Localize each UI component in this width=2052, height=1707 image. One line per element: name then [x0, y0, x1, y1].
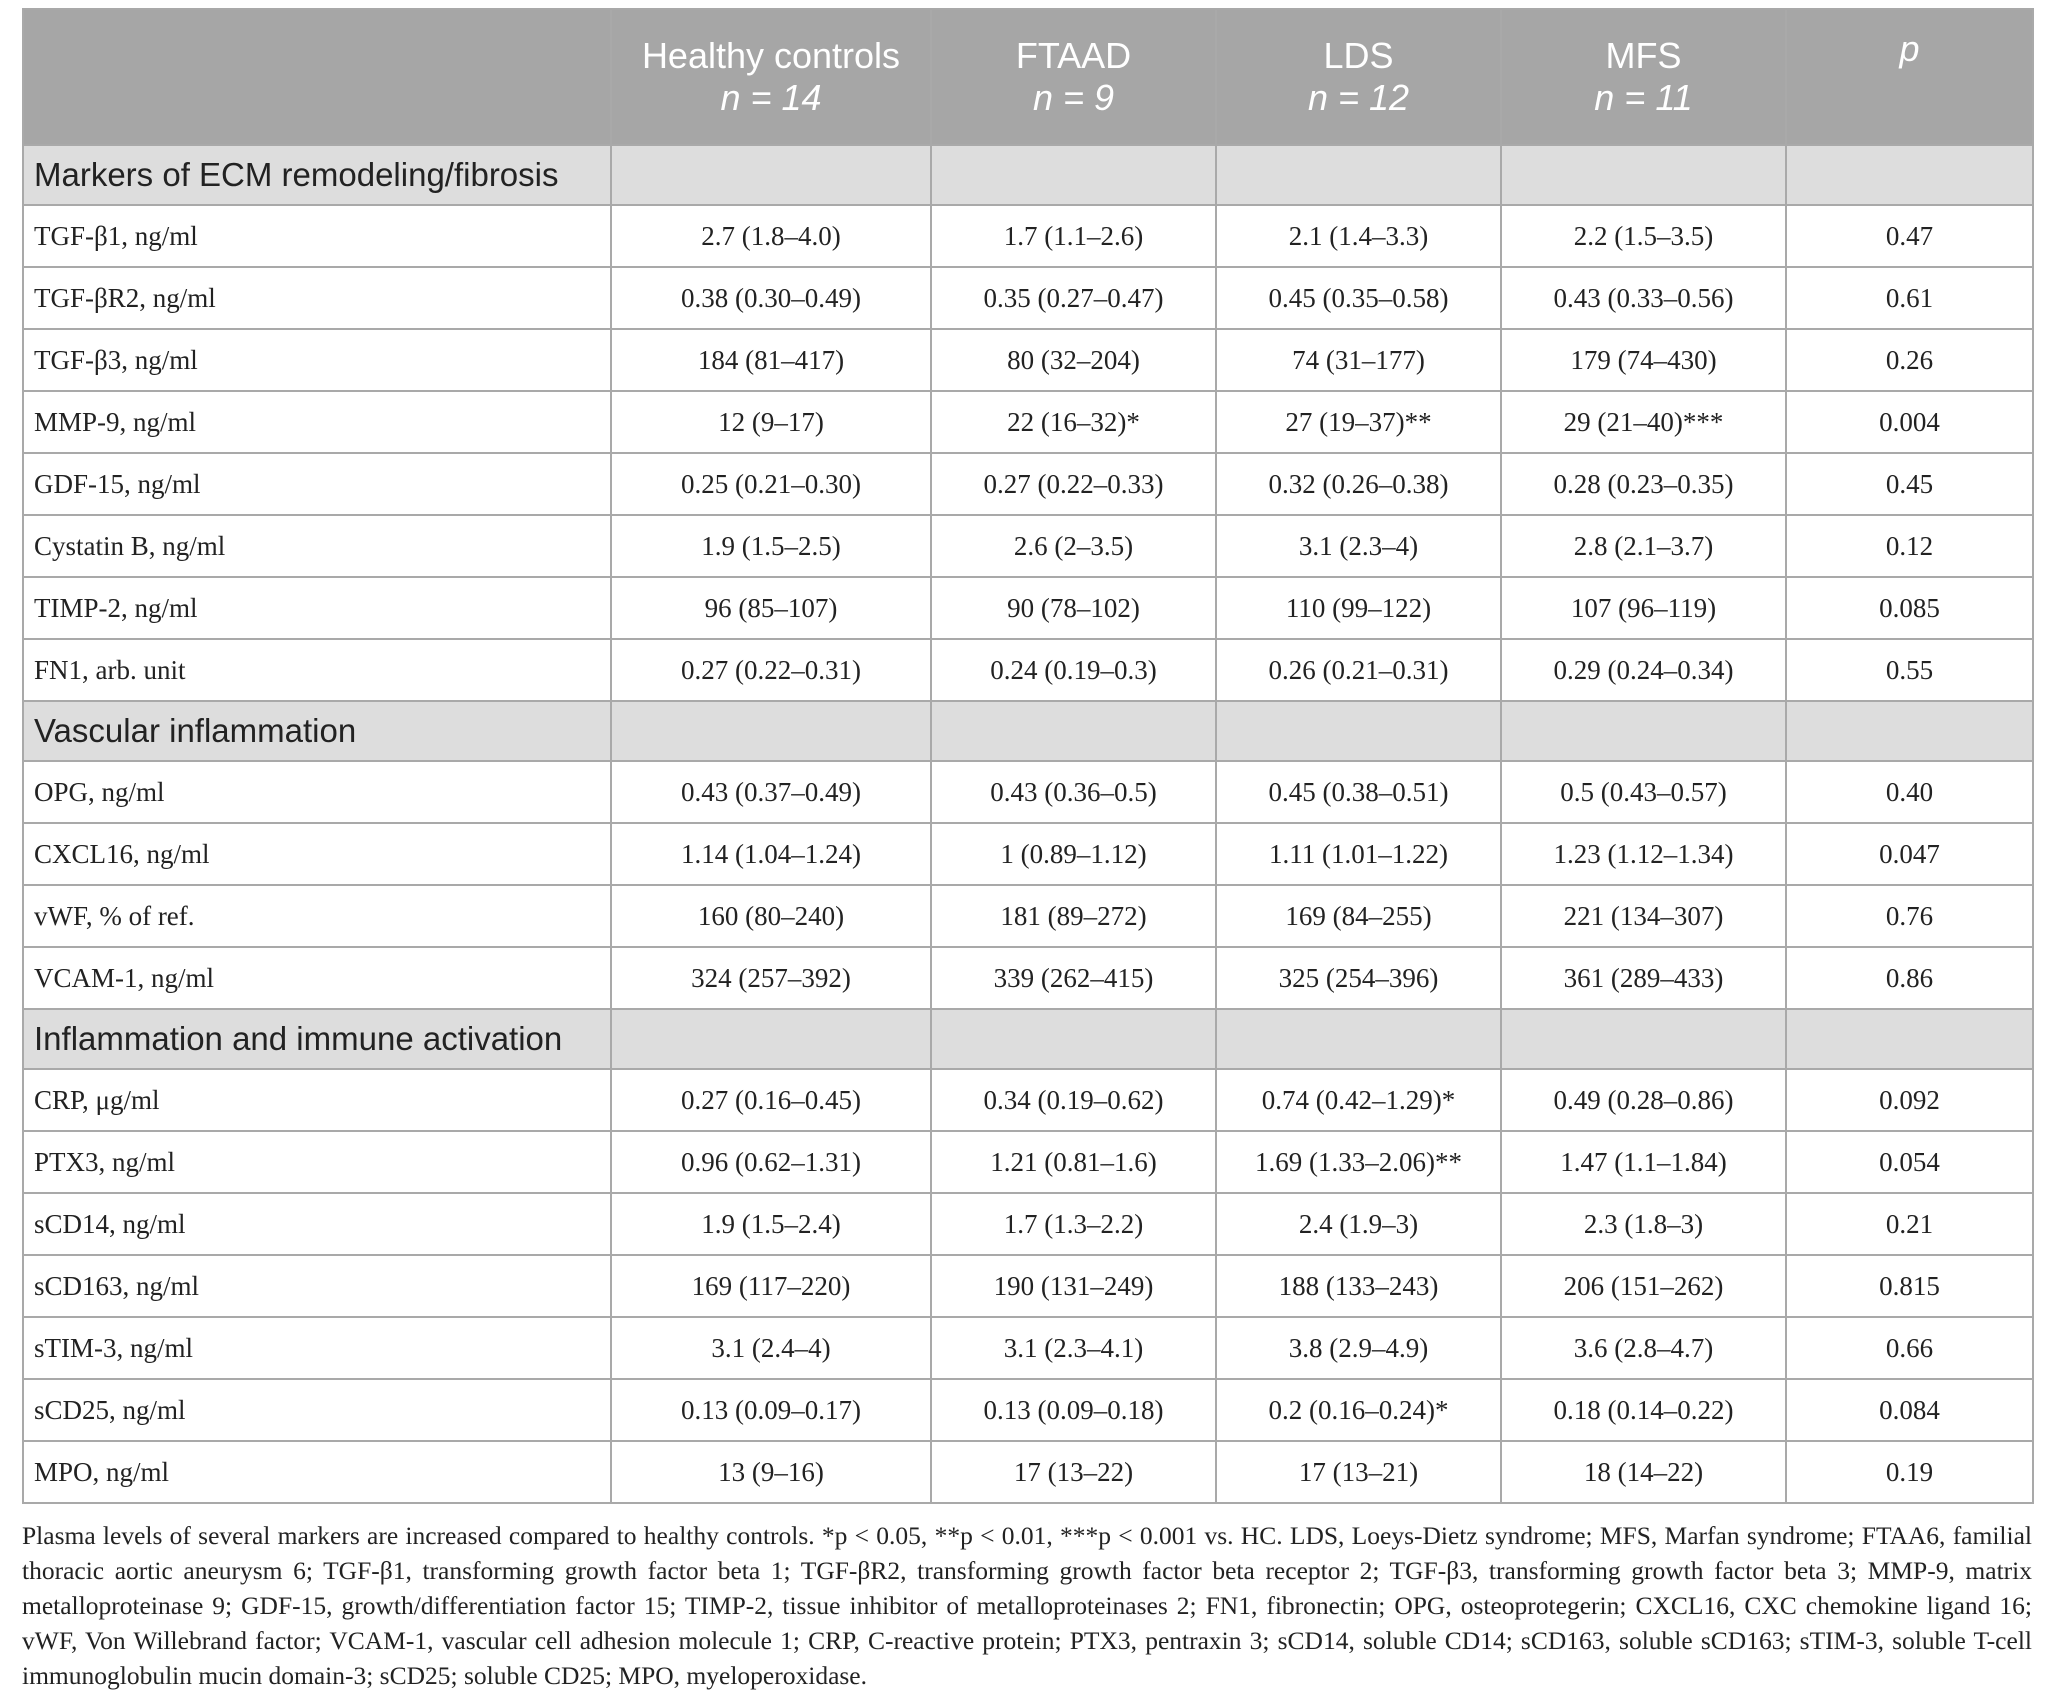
table-row: [23, 329, 2033, 391]
lds-value: 3.8 (2.9–4.9): [1216, 1317, 1501, 1379]
healthy-controls-value: 0.27 (0.22–0.31): [611, 639, 931, 701]
section-empty-cell: [1786, 145, 2033, 205]
mfs-value: 2.3 (1.8–3): [1501, 1193, 1786, 1255]
section-empty-cell: [1786, 1009, 2033, 1069]
table-row: [23, 639, 2033, 701]
ftaad-value: 22 (16–32)*: [931, 391, 1216, 453]
healthy-controls-value: 12 (9–17): [611, 391, 931, 453]
table-row: [23, 391, 2033, 453]
table-header-row: [23, 9, 2033, 145]
marker-label: CXCL16, ng/ml: [23, 823, 611, 885]
ftaad-value: 1.7 (1.1–2.6): [931, 205, 1216, 267]
table-row: [23, 1069, 2033, 1131]
header-ftaad: [931, 9, 1216, 145]
table-row: [23, 453, 2033, 515]
table-row: [23, 947, 2033, 1009]
lds-value: 325 (254–396): [1216, 947, 1501, 1009]
header-group-name: LDS: [1323, 35, 1394, 76]
ftaad-value: 0.35 (0.27–0.47): [931, 267, 1216, 329]
mfs-value: 206 (151–262): [1501, 1255, 1786, 1317]
p-value: 0.047: [1786, 823, 2033, 885]
marker-label: vWF, % of ref.: [23, 885, 611, 947]
marker-label: TIMP-2, ng/ml: [23, 577, 611, 639]
mfs-value: 1.23 (1.12–1.34): [1501, 823, 1786, 885]
marker-label: TGF-βR2, ng/ml: [23, 267, 611, 329]
table-row: [23, 515, 2033, 577]
header-group-n: n = 12: [1307, 77, 1410, 118]
ftaad-value: 1 (0.89–1.12): [931, 823, 1216, 885]
table-row: [23, 267, 2033, 329]
p-value: 0.47: [1786, 205, 2033, 267]
lds-value: 27 (19–37)**: [1216, 391, 1501, 453]
mfs-value: 1.47 (1.1–1.84): [1501, 1131, 1786, 1193]
lds-value: 110 (99–122): [1216, 577, 1501, 639]
ftaad-value: 0.43 (0.36–0.5): [931, 761, 1216, 823]
ftaad-value: 181 (89–272): [931, 885, 1216, 947]
table-container: [22, 8, 2032, 1693]
section-empty-cell: [1501, 1009, 1786, 1069]
biomarker-table: [22, 8, 2034, 1504]
mfs-value: 0.43 (0.33–0.56): [1501, 267, 1786, 329]
healthy-controls-value: 184 (81–417): [611, 329, 931, 391]
p-value: 0.085: [1786, 577, 2033, 639]
p-value: 0.66: [1786, 1317, 2033, 1379]
healthy-controls-value: 0.38 (0.30–0.49): [611, 267, 931, 329]
section-title: Vascular inflammation: [23, 701, 611, 761]
section-empty-cell: [1216, 145, 1501, 205]
table-row: [23, 761, 2033, 823]
lds-value: 1.69 (1.33–2.06)**: [1216, 1131, 1501, 1193]
mfs-value: 221 (134–307): [1501, 885, 1786, 947]
marker-label: VCAM-1, ng/ml: [23, 947, 611, 1009]
healthy-controls-value: 324 (257–392): [611, 947, 931, 1009]
table-row: [23, 1255, 2033, 1317]
header-group-n: n = 14: [720, 77, 822, 118]
p-value: 0.55: [1786, 639, 2033, 701]
p-value: 0.61: [1786, 267, 2033, 329]
lds-value: 3.1 (2.3–4): [1216, 515, 1501, 577]
header-p-value: p: [1786, 9, 2033, 145]
mfs-value: 107 (96–119): [1501, 577, 1786, 639]
lds-value: 17 (13–21): [1216, 1441, 1501, 1503]
marker-label: GDF-15, ng/ml: [23, 453, 611, 515]
lds-value: 0.74 (0.42–1.29)*: [1216, 1069, 1501, 1131]
ftaad-value: 2.6 (2–3.5): [931, 515, 1216, 577]
header-group-n: n = 11: [1594, 77, 1693, 118]
table-row: [23, 823, 2033, 885]
healthy-controls-value: 160 (80–240): [611, 885, 931, 947]
ftaad-value: 0.13 (0.09–0.18): [931, 1379, 1216, 1441]
table-row: [23, 1317, 2033, 1379]
mfs-value: 3.6 (2.8–4.7): [1501, 1317, 1786, 1379]
header-blank-cell: [23, 9, 611, 145]
header-group-name: MFS: [1605, 35, 1682, 76]
healthy-controls-value: 1.14 (1.04–1.24): [611, 823, 931, 885]
marker-label: OPG, ng/ml: [23, 761, 611, 823]
section-header-row: [23, 701, 2033, 761]
header-group-name: Healthy controls: [641, 35, 901, 76]
lds-value: 0.32 (0.26–0.38): [1216, 453, 1501, 515]
p-value: 0.40: [1786, 761, 2033, 823]
table-body: [23, 145, 2033, 1503]
p-value: 0.21: [1786, 1193, 2033, 1255]
header-group-name: FTAAD: [1015, 35, 1132, 76]
p-value: 0.19: [1786, 1441, 2033, 1503]
table-row: [23, 1379, 2033, 1441]
header-healthy-controls: [611, 9, 931, 145]
mfs-value: 2.8 (2.1–3.7): [1501, 515, 1786, 577]
marker-label: Cystatin B, ng/ml: [23, 515, 611, 577]
ftaad-value: 339 (262–415): [931, 947, 1216, 1009]
mfs-value: 2.2 (1.5–3.5): [1501, 205, 1786, 267]
section-empty-cell: [931, 145, 1216, 205]
marker-label: MPO, ng/ml: [23, 1441, 611, 1503]
healthy-controls-value: 0.25 (0.21–0.30): [611, 453, 931, 515]
table-row: [23, 1193, 2033, 1255]
lds-value: 188 (133–243): [1216, 1255, 1501, 1317]
p-value: 0.004: [1786, 391, 2033, 453]
section-empty-cell: [1216, 1009, 1501, 1069]
lds-value: 0.26 (0.21–0.31): [1216, 639, 1501, 701]
mfs-value: 0.29 (0.24–0.34): [1501, 639, 1786, 701]
healthy-controls-value: 0.96 (0.62–1.31): [611, 1131, 931, 1193]
table-footnote: Plasma levels of several markers are increased compared to healthy controls. *p < 0.05, **p < 0.01, ***p < 0.001 vs. HC. LDS, Loeys-Dietz syndrome; MFS, Marfan syndrome; FTAA6, familial thoracic aortic aneurysm 6; TGF-β1, transforming growth factor beta 1; TGF-βR2, transforming growth factor beta receptor 2; TGF-β3, transforming growth factor beta 3; MMP-9, matrix metalloproteinase 9; GDF-15, growth/differentiation factor 15; TIMP-2, tissue inhibitor of metalloproteinases 2; FN1, fibronectin; OPG, osteoprotegerin; CXCL16, CXC chemokine ligand 16; vWF, Von Willebrand factor; VCAM-1, vascular cell adhesion molecule 1; CRP, C-reactive protein; PTX3, pentraxin 3; sCD14, soluble CD14; sCD163, soluble sCD163; sTIM-3, soluble T-cell immunoglobulin mucin domain-3; sCD25; soluble CD25; MPO, myeloperoxidase.: [22, 1521, 2032, 1690]
marker-label: sCD25, ng/ml: [23, 1379, 611, 1441]
header-lds: [1216, 9, 1501, 145]
p-value: 0.054: [1786, 1131, 2033, 1193]
marker-label: CRP, μg/ml: [23, 1069, 611, 1131]
p-value: 0.76: [1786, 885, 2033, 947]
lds-value: 2.1 (1.4–3.3): [1216, 205, 1501, 267]
marker-label: TGF-β3, ng/ml: [23, 329, 611, 391]
mfs-value: 0.28 (0.23–0.35): [1501, 453, 1786, 515]
section-empty-cell: [931, 1009, 1216, 1069]
ftaad-value: 0.24 (0.19–0.3): [931, 639, 1216, 701]
lds-value: 1.11 (1.01–1.22): [1216, 823, 1501, 885]
ftaad-value: 0.27 (0.22–0.33): [931, 453, 1216, 515]
header-mfs: [1501, 9, 1786, 145]
mfs-value: 0.49 (0.28–0.86): [1501, 1069, 1786, 1131]
healthy-controls-value: 1.9 (1.5–2.5): [611, 515, 931, 577]
ftaad-value: 1.21 (0.81–1.6): [931, 1131, 1216, 1193]
section-empty-cell: [1216, 701, 1501, 761]
lds-value: 74 (31–177): [1216, 329, 1501, 391]
p-value: 0.26: [1786, 329, 2033, 391]
p-value: 0.084: [1786, 1379, 2033, 1441]
mfs-value: 179 (74–430): [1501, 329, 1786, 391]
healthy-controls-value: 1.9 (1.5–2.4): [611, 1193, 931, 1255]
marker-label: sCD14, ng/ml: [23, 1193, 611, 1255]
ftaad-value: 17 (13–22): [931, 1441, 1216, 1503]
p-value: 0.815: [1786, 1255, 2033, 1317]
section-header-row: [23, 145, 2033, 205]
section-empty-cell: [611, 1009, 931, 1069]
table-row: [23, 885, 2033, 947]
healthy-controls-value: 13 (9–16): [611, 1441, 931, 1503]
lds-value: 0.45 (0.38–0.51): [1216, 761, 1501, 823]
section-empty-cell: [1501, 145, 1786, 205]
section-empty-cell: [611, 145, 931, 205]
healthy-controls-value: 169 (117–220): [611, 1255, 931, 1317]
marker-label: FN1, arb. unit: [23, 639, 611, 701]
ftaad-value: 0.34 (0.19–0.62): [931, 1069, 1216, 1131]
section-title: Inflammation and immune activation: [23, 1009, 611, 1069]
marker-label: TGF-β1, ng/ml: [23, 205, 611, 267]
table-row: [23, 1131, 2033, 1193]
header-group-n: n = 9: [1032, 77, 1115, 118]
ftaad-value: 190 (131–249): [931, 1255, 1216, 1317]
section-header-row: [23, 1009, 2033, 1069]
healthy-controls-value: 2.7 (1.8–4.0): [611, 205, 931, 267]
lds-value: 169 (84–255): [1216, 885, 1501, 947]
mfs-value: 0.18 (0.14–0.22): [1501, 1379, 1786, 1441]
section-empty-cell: [1501, 701, 1786, 761]
lds-value: 2.4 (1.9–3): [1216, 1193, 1501, 1255]
healthy-controls-value: 0.13 (0.09–0.17): [611, 1379, 931, 1441]
p-value: 0.092: [1786, 1069, 2033, 1131]
table-row: [23, 205, 2033, 267]
ftaad-value: 80 (32–204): [931, 329, 1216, 391]
section-empty-cell: [1786, 701, 2033, 761]
p-value: 0.86: [1786, 947, 2033, 1009]
mfs-value: 29 (21–40)***: [1501, 391, 1786, 453]
marker-label: sTIM-3, ng/ml: [23, 1317, 611, 1379]
healthy-controls-value: 0.27 (0.16–0.45): [611, 1069, 931, 1131]
table-row: [23, 577, 2033, 639]
ftaad-value: 90 (78–102): [931, 577, 1216, 639]
lds-value: 0.2 (0.16–0.24)*: [1216, 1379, 1501, 1441]
section-empty-cell: [931, 701, 1216, 761]
marker-label: PTX3, ng/ml: [23, 1131, 611, 1193]
ftaad-value: 3.1 (2.3–4.1): [931, 1317, 1216, 1379]
healthy-controls-value: 3.1 (2.4–4): [611, 1317, 931, 1379]
marker-label: MMP-9, ng/ml: [23, 391, 611, 453]
healthy-controls-value: 0.43 (0.37–0.49): [611, 761, 931, 823]
table-row: [23, 1441, 2033, 1503]
mfs-value: 0.5 (0.43–0.57): [1501, 761, 1786, 823]
lds-value: 0.45 (0.35–0.58): [1216, 267, 1501, 329]
mfs-value: 361 (289–433): [1501, 947, 1786, 1009]
ftaad-value: 1.7 (1.3–2.2): [931, 1193, 1216, 1255]
healthy-controls-value: 96 (85–107): [611, 577, 931, 639]
marker-label: sCD163, ng/ml: [23, 1255, 611, 1317]
p-value: 0.12: [1786, 515, 2033, 577]
section-empty-cell: [611, 701, 931, 761]
p-value: 0.45: [1786, 453, 2033, 515]
section-title: Markers of ECM remodeling/fibrosis: [23, 145, 611, 205]
mfs-value: 18 (14–22): [1501, 1441, 1786, 1503]
